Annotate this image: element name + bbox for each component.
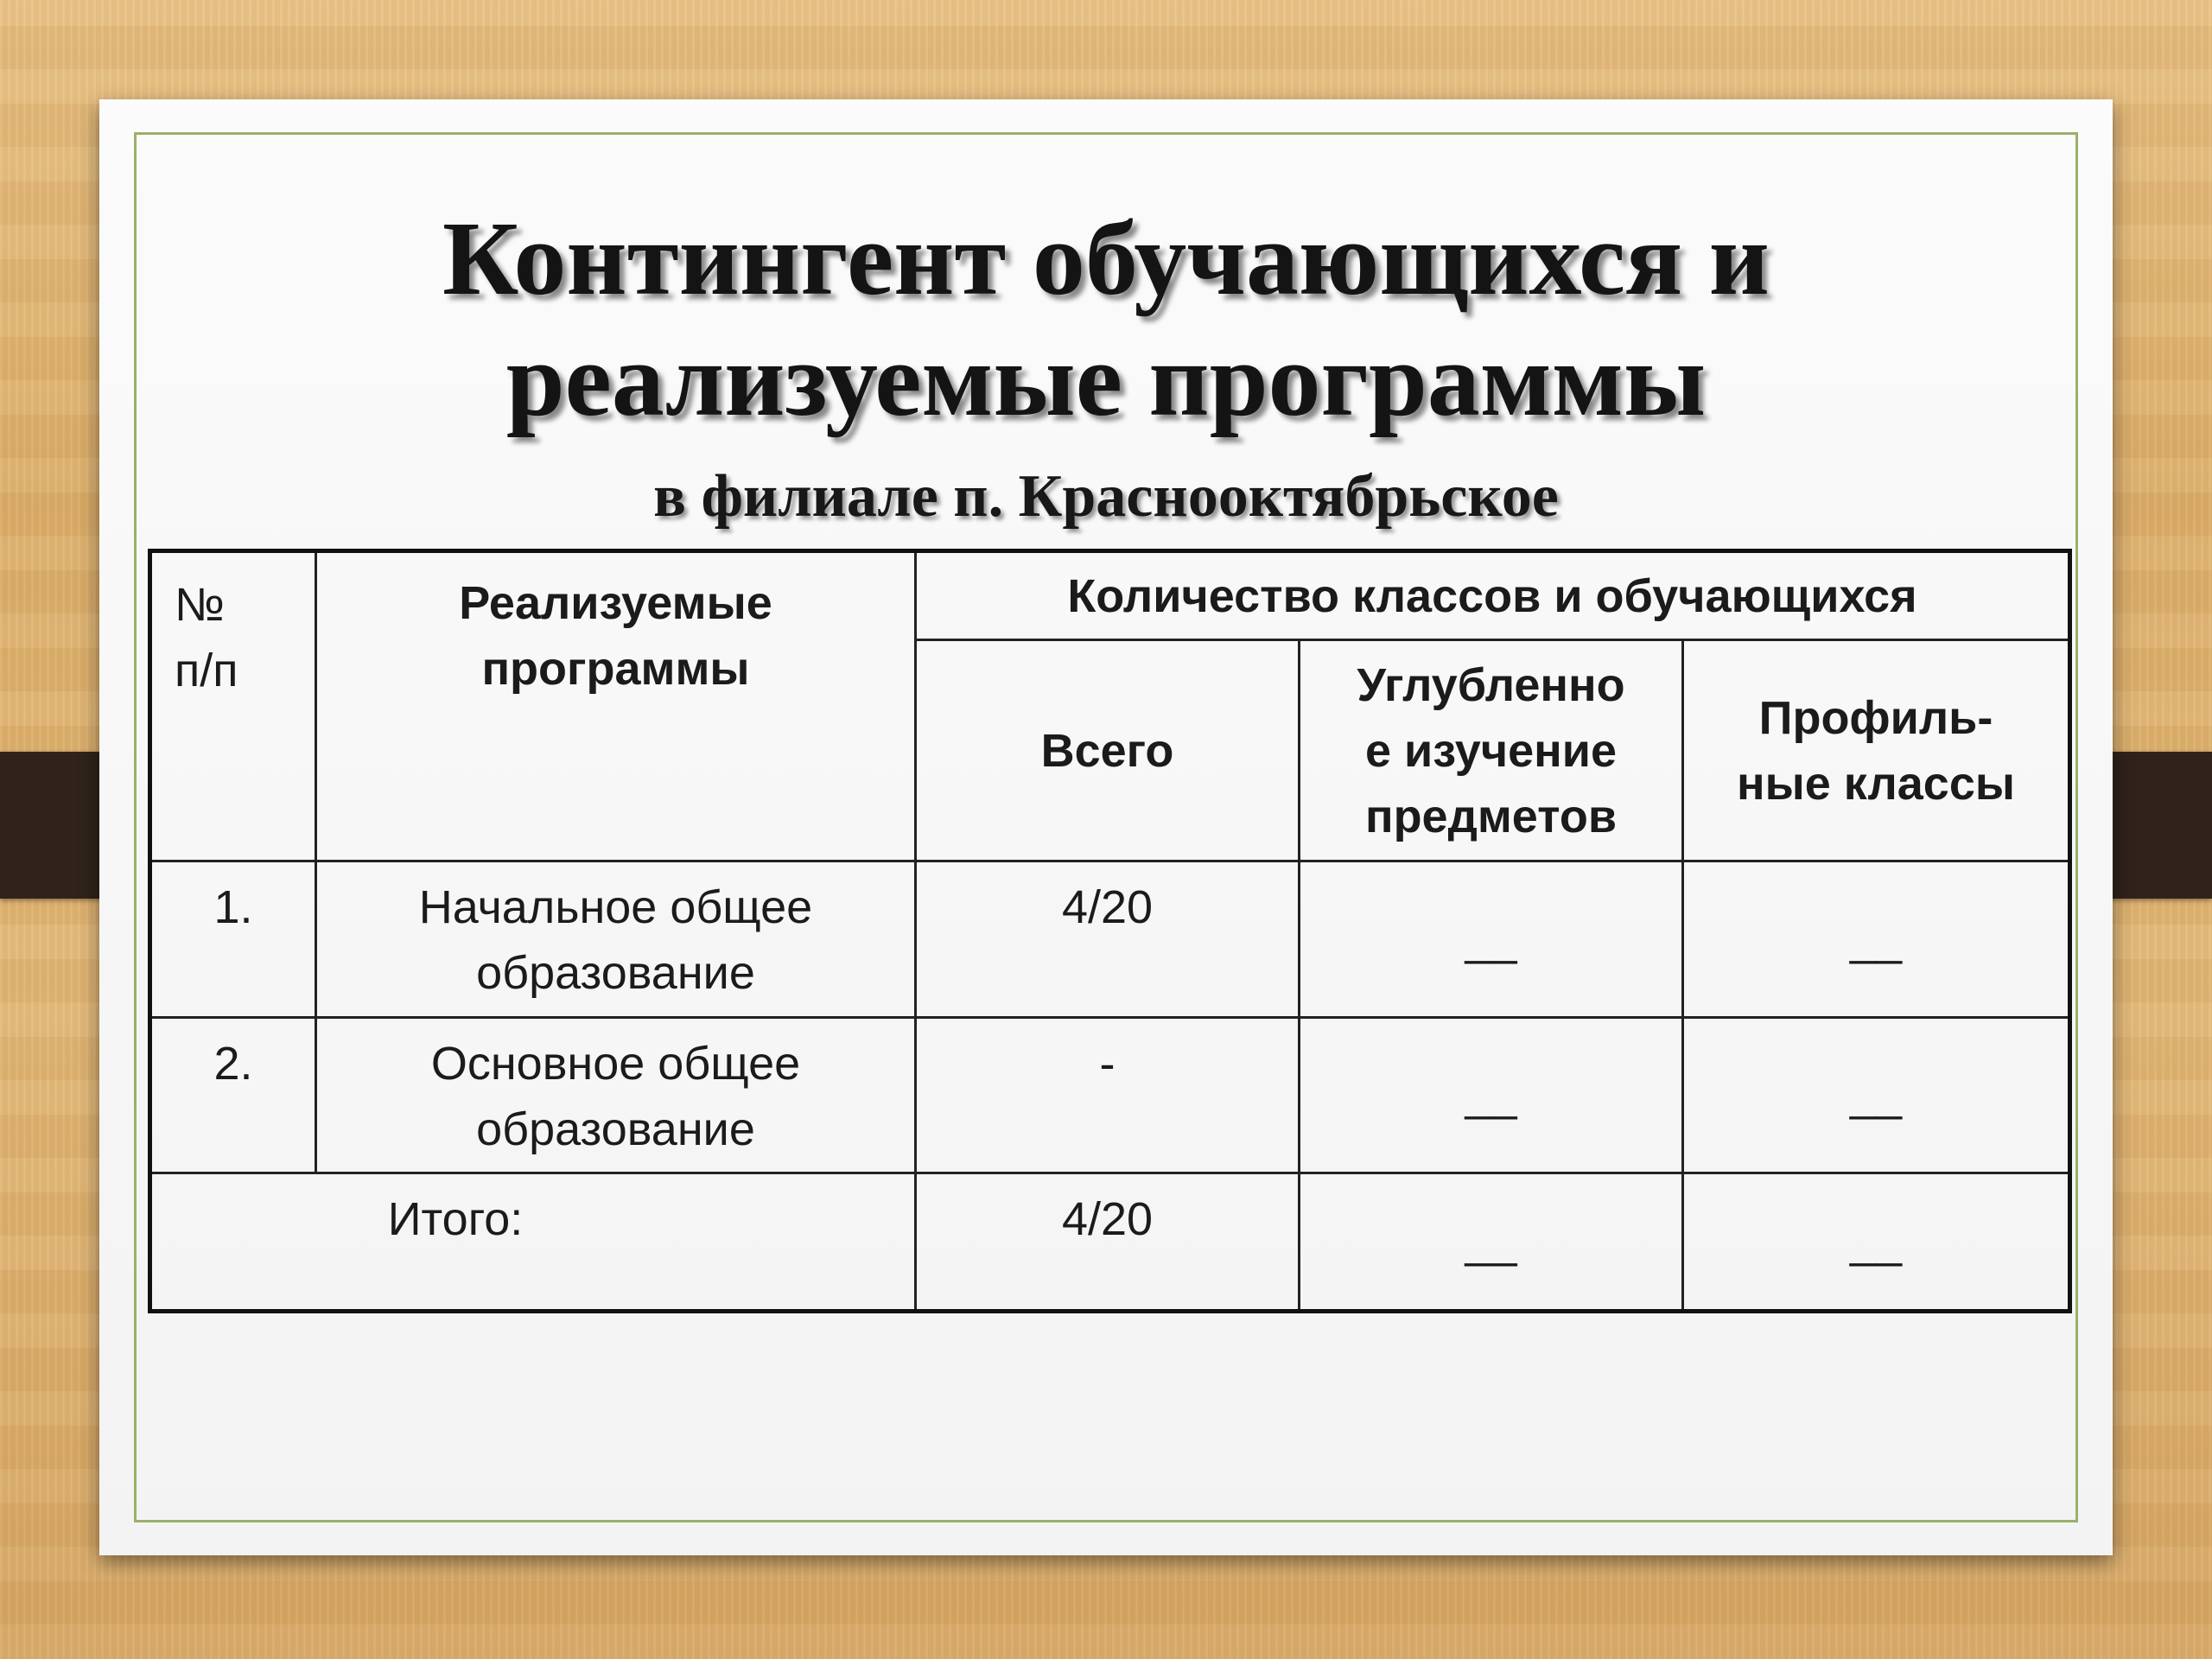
row-program-line-2: образование <box>476 947 755 1000</box>
slide-subtitle: в филиале п. Краснооктябрьское <box>653 463 1559 530</box>
row-num: 2. <box>150 1017 316 1173</box>
title-line-2: реализуемые программы <box>505 321 1707 438</box>
header-deep-line-3: предметов <box>1364 790 1618 842</box>
header-num-line-2: п/п <box>175 645 238 696</box>
summary-profile: __ <box>1683 1173 2070 1311</box>
row-num: 1. <box>150 861 316 1017</box>
header-profile-line-1: Профиль- <box>1758 691 1993 744</box>
row-deep: __ <box>1300 1017 1683 1173</box>
summary-row <box>150 1173 2070 1311</box>
header-programs-line-1: Реализуемые <box>459 577 772 629</box>
header-programs <box>316 551 916 861</box>
table-row <box>150 1017 2070 1173</box>
row-program <box>316 1017 916 1173</box>
header-deep-study <box>1300 640 1683 861</box>
summary-label: Итого: <box>150 1173 916 1311</box>
summary-total: 4/20 <box>916 1173 1300 1311</box>
header-profile <box>1683 640 2070 861</box>
header-group: Количество классов и обучающихся <box>916 551 2070 640</box>
row-deep: __ <box>1300 861 1683 1017</box>
row-total: - <box>916 1017 1300 1173</box>
row-program-line-2: образование <box>476 1103 755 1155</box>
row-profile: __ <box>1683 861 2070 1017</box>
summary-deep: __ <box>1300 1173 1683 1311</box>
slide-title <box>99 199 2113 441</box>
header-row-1 <box>150 551 2070 640</box>
header-deep-line-2: е изучение <box>1365 724 1617 777</box>
row-profile: __ <box>1683 1017 2070 1173</box>
header-deep-line-1: Углубленно <box>1357 658 1625 711</box>
table-row <box>150 861 2070 1017</box>
row-program-line-1: Основное общее <box>430 1037 801 1090</box>
title-line-1: Контингент обучающихся и <box>442 200 1770 317</box>
header-profile-line-2: ные классы <box>1737 757 2015 810</box>
header-num <box>150 551 316 861</box>
contingent-table <box>148 549 2072 1313</box>
slide-board <box>99 99 2113 1555</box>
header-programs-line-2: программы <box>481 643 750 695</box>
row-total: 4/20 <box>916 861 1300 1017</box>
header-total: Всего <box>916 640 1300 861</box>
header-num-line-1: № <box>175 579 225 631</box>
row-program-line-1: Начальное общее <box>418 881 813 934</box>
row-program <box>316 861 916 1017</box>
